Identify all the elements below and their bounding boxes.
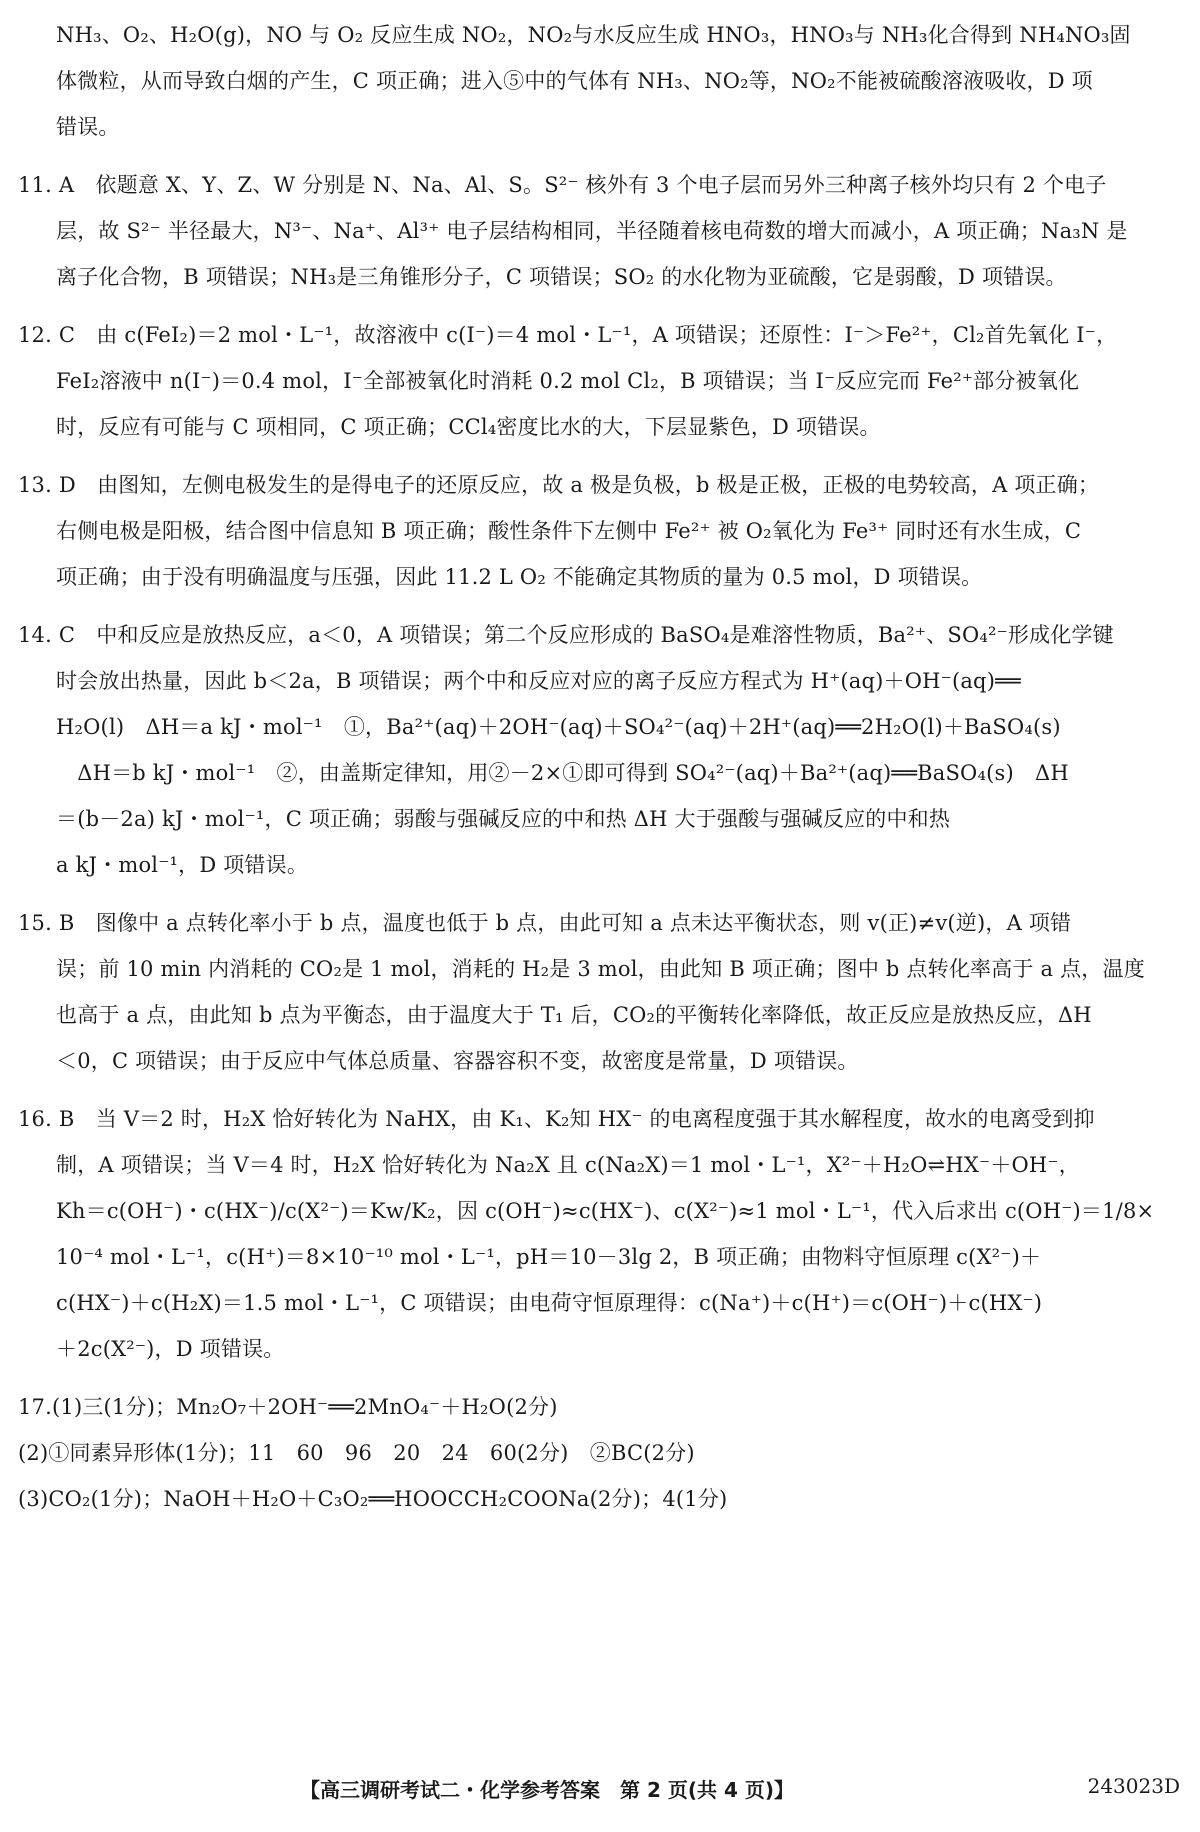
answer-item-15 (18, 900, 1184, 1084)
page-footer (0, 1770, 1200, 1810)
text-line: 体微粒，从而导致白烟的产生，C 项正确；进入⑤中的气体有 NH₃、NO₂等，NO₂不能被硫酸溶液吸收，D 项 (56, 69, 1093, 93)
text-line: c(HX⁻)＋c(H₂X)＝1.5 mol・L⁻¹，C 项错误；由电荷守恒原理得：c(Na⁺)＋c(H⁺)＝c(OH⁻)＋c(HX⁻) (56, 1291, 1043, 1315)
text-line: 也高于 a 点，由此知 b 点为平衡态，由于温度大于 T₁ 后，CO₂的平衡转化率降低，故正反应是放热反应，ΔH (56, 1003, 1092, 1027)
continued-paragraph (18, 12, 1184, 150)
text-line: 14. C 中和反应是放热反应，a＜0，A 项错误；第二个反应形成的 BaSO₄是难溶性物质，Ba²⁺、SO₄²⁻形成化学键 (18, 623, 1114, 647)
text-line: ＋2c(X²⁻)，D 项错误。 (56, 1337, 285, 1361)
text-line: (2)①同素异形体(1分)；11 60 96 20 24 60(2分) ②BC(2分) (18, 1441, 695, 1465)
text-line: NH₃、O₂、H₂O(g)，NO 与 O₂ 反应生成 NO₂，NO₂与水反应生成 HNO₃，HNO₃与 NH₃化合得到 NH₄NO₃固 (56, 23, 1131, 47)
answer-item-13 (18, 462, 1184, 600)
answer-item-11 (18, 162, 1184, 300)
answer-item-17 (18, 1384, 1184, 1522)
footer-title: 【高三调研考试二・化学参考答案 第 2 页(共 4 页)】 (300, 1778, 794, 1802)
text-line: H₂O(l) ΔH＝a kJ・mol⁻¹ ①，Ba²⁺(aq)＋2OH⁻(aq)＋SO₄²⁻(aq)＋2H⁺(aq)══2H₂O(l)＋BaSO₄(s) (56, 715, 1061, 739)
text-line: a kJ・mol⁻¹，D 项错误。 (56, 853, 309, 877)
text-line: 项正确；由于没有明确温度与压强，因此 11.2 L O₂ 不能确定其物质的量为 0.5 mol，D 项错误。 (56, 565, 983, 589)
text-line: 10⁻⁴ mol・L⁻¹，c(H⁺)＝8×10⁻¹⁰ mol・L⁻¹，pH＝10－3lg 2，B 项正确；由物料守恒原理 c(X²⁻)＋ (56, 1245, 1042, 1269)
text-line: 错误。 (56, 115, 120, 139)
text-line: (3)CO₂(1分)；NaOH＋H₂O＋C₃O₂══HOOCCH₂COONa(2分)；4(1分) (18, 1487, 728, 1511)
answer-content (18, 12, 1184, 1534)
text-line: 12. C 由 c(FeI₂)＝2 mol・L⁻¹，故溶液中 c(I⁻)＝4 mol・L⁻¹，A 项错误；还原性：I⁻＞Fe²⁺，Cl₂首先氧化 I⁻， (18, 323, 1118, 347)
text-line: 13. D 由图知，左侧电极发生的是得电子的还原反应，故 a 极是负极，b 极是正极，正极的电势较高，A 项正确； (18, 473, 1100, 497)
document-code: 243023D (1087, 1774, 1180, 1798)
text-line: 离子化合物，B 项错误；NH₃是三角锥形分子，C 项错误；SO₂ 的水化物为亚硫酸，它是弱酸，D 项错误。 (56, 265, 1067, 289)
text-line: 右侧电极是阳极，结合图中信息知 B 项正确；酸性条件下左侧中 Fe²⁺ 被 O₂氧化为 Fe³⁺ 同时还有水生成，C (56, 519, 1082, 543)
answer-item-14 (18, 612, 1184, 888)
text-line: ＝(b－2a) kJ・mol⁻¹，C 项正确；弱酸与强碱反应的中和热 ΔH 大于强酸与强碱反应的中和热 (56, 807, 951, 831)
text-line: 制，A 项错误；当 V＝4 时，H₂X 恰好转化为 Na₂X 且 c(Na₂X)＝1 mol・L⁻¹，X²⁻＋H₂O⇌HX⁻＋OH⁻， (56, 1153, 1080, 1177)
text-line: 层，故 S²⁻ 半径最大，N³⁻、Na⁺、Al³⁺ 电子层结构相同，半径随着核电荷数的增大而减小，A 项正确；Na₃N 是 (56, 219, 1128, 243)
text-line: 时，反应有可能与 C 项相同，C 项正确；CCl₄密度比水的大，下层显紫色，D 项错误。 (56, 415, 881, 439)
text-line: Kh＝c(OH⁻)・c(HX⁻)/c(X²⁻)＝Kw/K₂，因 c(OH⁻)≈c(HX⁻)、c(X²⁻)≈1 mol・L⁻¹，代入后求出 c(OH⁻)＝1/8× (56, 1199, 1155, 1223)
text-line: 16. B 当 V＝2 时，H₂X 恰好转化为 NaHX，由 K₁、K₂知 HX⁻ 的电离程度强于其水解程度，故水的电离受到抑 (18, 1107, 1095, 1131)
text-line: ΔH＝b kJ・mol⁻¹ ②，由盖斯定律知，用②－2×①即可得到 SO₄²⁻(aq)＋Ba²⁺(aq)══BaSO₄(s) ΔH (56, 761, 1069, 785)
answer-item-16 (18, 1096, 1184, 1372)
text-line: ＜0，C 项错误；由于反应中气体总质量、容器容积不变，故密度是常量，D 项错误。 (56, 1049, 859, 1073)
text-line: 时会放出热量，因此 b＜2a，B 项错误；两个中和反应对应的离子反应方程式为 H⁺(aq)＋OH⁻(aq)══ (56, 669, 1021, 693)
text-line: 15. B 图像中 a 点转化率小于 b 点，温度也低于 b 点，由此可知 a 点未达平衡状态，则 v(正)≠v(逆)，A 项错 (18, 911, 1072, 935)
text-line: 11. A 依题意 X、Y、Z、W 分别是 N、Na、Al、S。S²⁻ 核外有 3 个电子层而另外三种离子核外均只有 2 个电子 (18, 173, 1107, 197)
text-line: FeI₂溶液中 n(I⁻)＝0.4 mol，I⁻全部被氧化时消耗 0.2 mol Cl₂，B 项错误；当 I⁻反应完而 Fe²⁺部分被氧化 (56, 369, 1080, 393)
answer-item-12 (18, 312, 1184, 450)
text-line: 误；前 10 min 内消耗的 CO₂是 1 mol，消耗的 H₂是 3 mol，由此知 B 项正确；图中 b 点转化率高于 a 点，温度 (56, 957, 1145, 981)
text-line: 17.(1)三(1分)；Mn₂O₇＋2OH⁻══2MnO₄⁻＋H₂O(2分) (18, 1395, 558, 1419)
